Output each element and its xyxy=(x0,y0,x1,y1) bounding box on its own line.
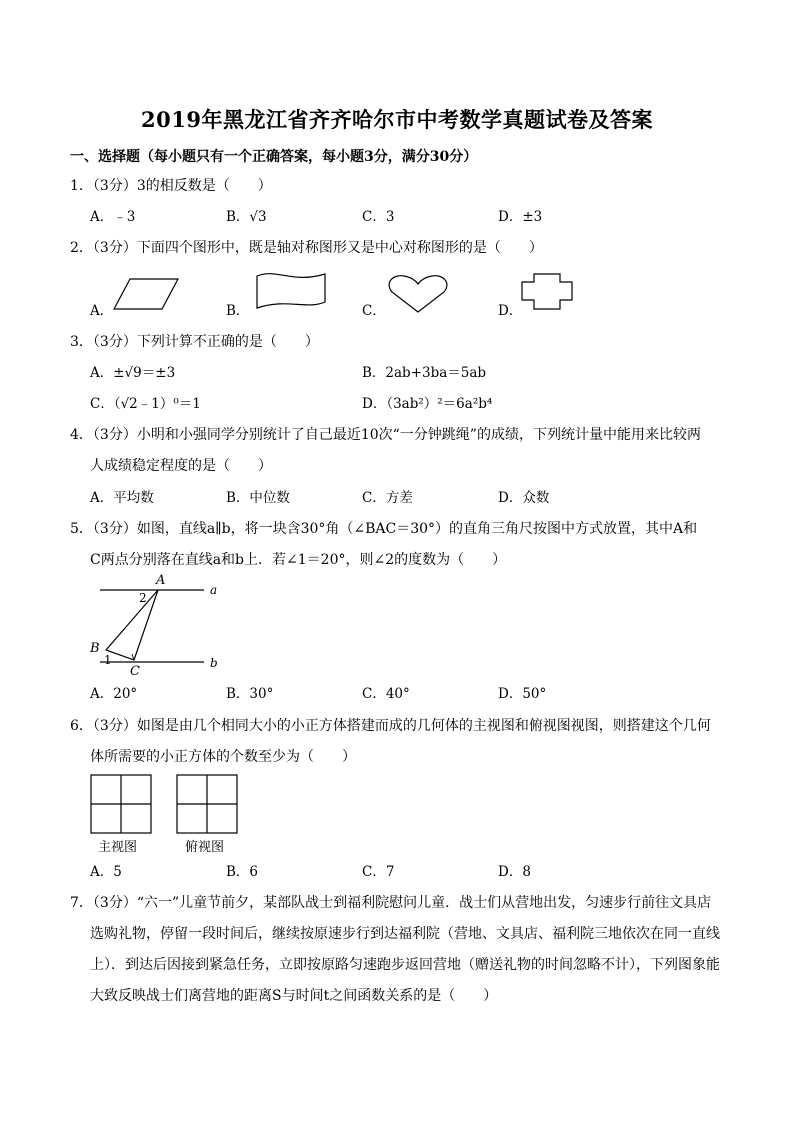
question-7-stem-line4: 大致反映战士们离营地的距离S与时间t之间函数关系的是（ ） xyxy=(90,988,498,1004)
question-4-option-a: A．平均数 xyxy=(90,490,154,506)
front-view-grid xyxy=(90,774,152,834)
question-4-stem-line1: 4．（3分）小明和小强同学分别统计了自己最近10次“一分钟跳绳”的成绩，下列统计量中能用来比较两 xyxy=(70,427,701,443)
label-line-a: a xyxy=(210,583,218,597)
question-6-option-c: C．7 xyxy=(362,864,395,880)
label-line-b: b xyxy=(210,656,218,670)
question-3-option-d: D．（3ab²）²＝6a²b⁴ xyxy=(362,396,493,412)
question-4-option-d: D．众数 xyxy=(498,490,550,506)
question-5-option-d: D．50° xyxy=(498,686,547,702)
label-point-c: C xyxy=(130,664,140,678)
triangle-abc xyxy=(106,590,158,660)
question-3-option-b: B．2ab+3ba＝5ab xyxy=(362,365,487,381)
cross-shape xyxy=(520,272,574,312)
question-1-option-d: D．±3 xyxy=(498,209,543,225)
front-view-label: 主视图 xyxy=(98,840,138,855)
parallelogram-shape xyxy=(112,276,180,312)
question-1-option-c: C．3 xyxy=(362,209,395,225)
question-3-option-c: C．（√2﹣1）⁰＝1 xyxy=(90,396,201,412)
question-6-option-a: A．5 xyxy=(90,864,122,880)
question-2-option-a: A． xyxy=(90,303,114,319)
section-heading: 一、选择题（每小题只有一个正确答案，每小题3分，满分30分） xyxy=(70,149,478,165)
question-3-stem: 3．（3分）下列计算不正确的是（ ） xyxy=(70,334,319,350)
question-7-stem-line2: 选购礼物，停留一段时间后，继续按原速步行到达福利院（营地、文具店、福利院三地依次在同一直线 xyxy=(90,926,720,942)
question-1-stem: 1．（3分）3的相反数是（ ） xyxy=(70,178,272,194)
question-1-option-a: A．﹣3 xyxy=(90,209,136,225)
question-4-stem-line2: 人成绩稳定程度的是（ ） xyxy=(90,458,272,474)
question-6-stem-line2: 体所需要的小正方体的个数至少为（ ） xyxy=(90,749,356,765)
label-angle-1: 1 xyxy=(104,653,112,667)
question-3-option-a: A．±√9＝±3 xyxy=(90,365,176,381)
parallel-lines-triangle-figure xyxy=(86,572,226,678)
heart-shape xyxy=(386,272,450,316)
question-6-stem-line1: 6．（3分）如图是由几个相同大小的小正方体搭建而成的几何体的主视图和俯视图视图，则搭建这个几何 xyxy=(70,718,711,734)
question-5-stem-line1: 5．（3分）如图，直线a∥b，将一块含30°角（∠BAC＝30°）的直角三角尺按图中方式放置，其中A和 xyxy=(70,521,698,537)
question-2-option-b: B． xyxy=(226,303,250,319)
question-7-stem-line1: 7．（3分）“六一”儿童节前夕，某部队战士到福利院慰问儿童．战士们从营地出发，匀速步行前往文具店 xyxy=(70,895,712,911)
question-2-option-c: C． xyxy=(362,303,386,319)
question-6-option-b: B．6 xyxy=(226,864,259,880)
flag-shape xyxy=(252,270,330,314)
page-title: 2019年黑龙江省齐齐哈尔市中考数学真题试卷及答案 xyxy=(141,107,653,132)
question-5-option-a: A．20° xyxy=(90,686,138,702)
question-7-stem-line3: 上）．到达后因接到紧急任务，立即按原路匀速跑步返回营地（赠送礼物的时间忽略不计），下列图象能 xyxy=(90,957,720,973)
question-4-option-b: B．中位数 xyxy=(226,490,290,506)
question-1-option-b: B．√3 xyxy=(226,209,267,225)
label-point-a: A xyxy=(156,573,166,588)
top-view-grid xyxy=(176,774,238,834)
question-4-option-c: C．方差 xyxy=(362,490,413,506)
question-2-option-d: D． xyxy=(498,303,523,319)
question-2-stem: 2．（3分）下面四个图形中，既是轴对称图形又是中心对称图形的是（ ） xyxy=(70,240,543,256)
question-5-option-c: C．40° xyxy=(362,686,410,702)
question-5-stem-line2: C两点分别落在直线a和b上．若∠1＝20°，则∠2的度数为（ ） xyxy=(90,552,507,568)
question-6-option-d: D．8 xyxy=(498,864,531,880)
question-5-option-b: B．30° xyxy=(226,686,274,702)
label-point-b: B xyxy=(90,641,100,656)
label-angle-2: 2 xyxy=(139,591,147,605)
top-view-label: 俯视图 xyxy=(185,840,225,855)
